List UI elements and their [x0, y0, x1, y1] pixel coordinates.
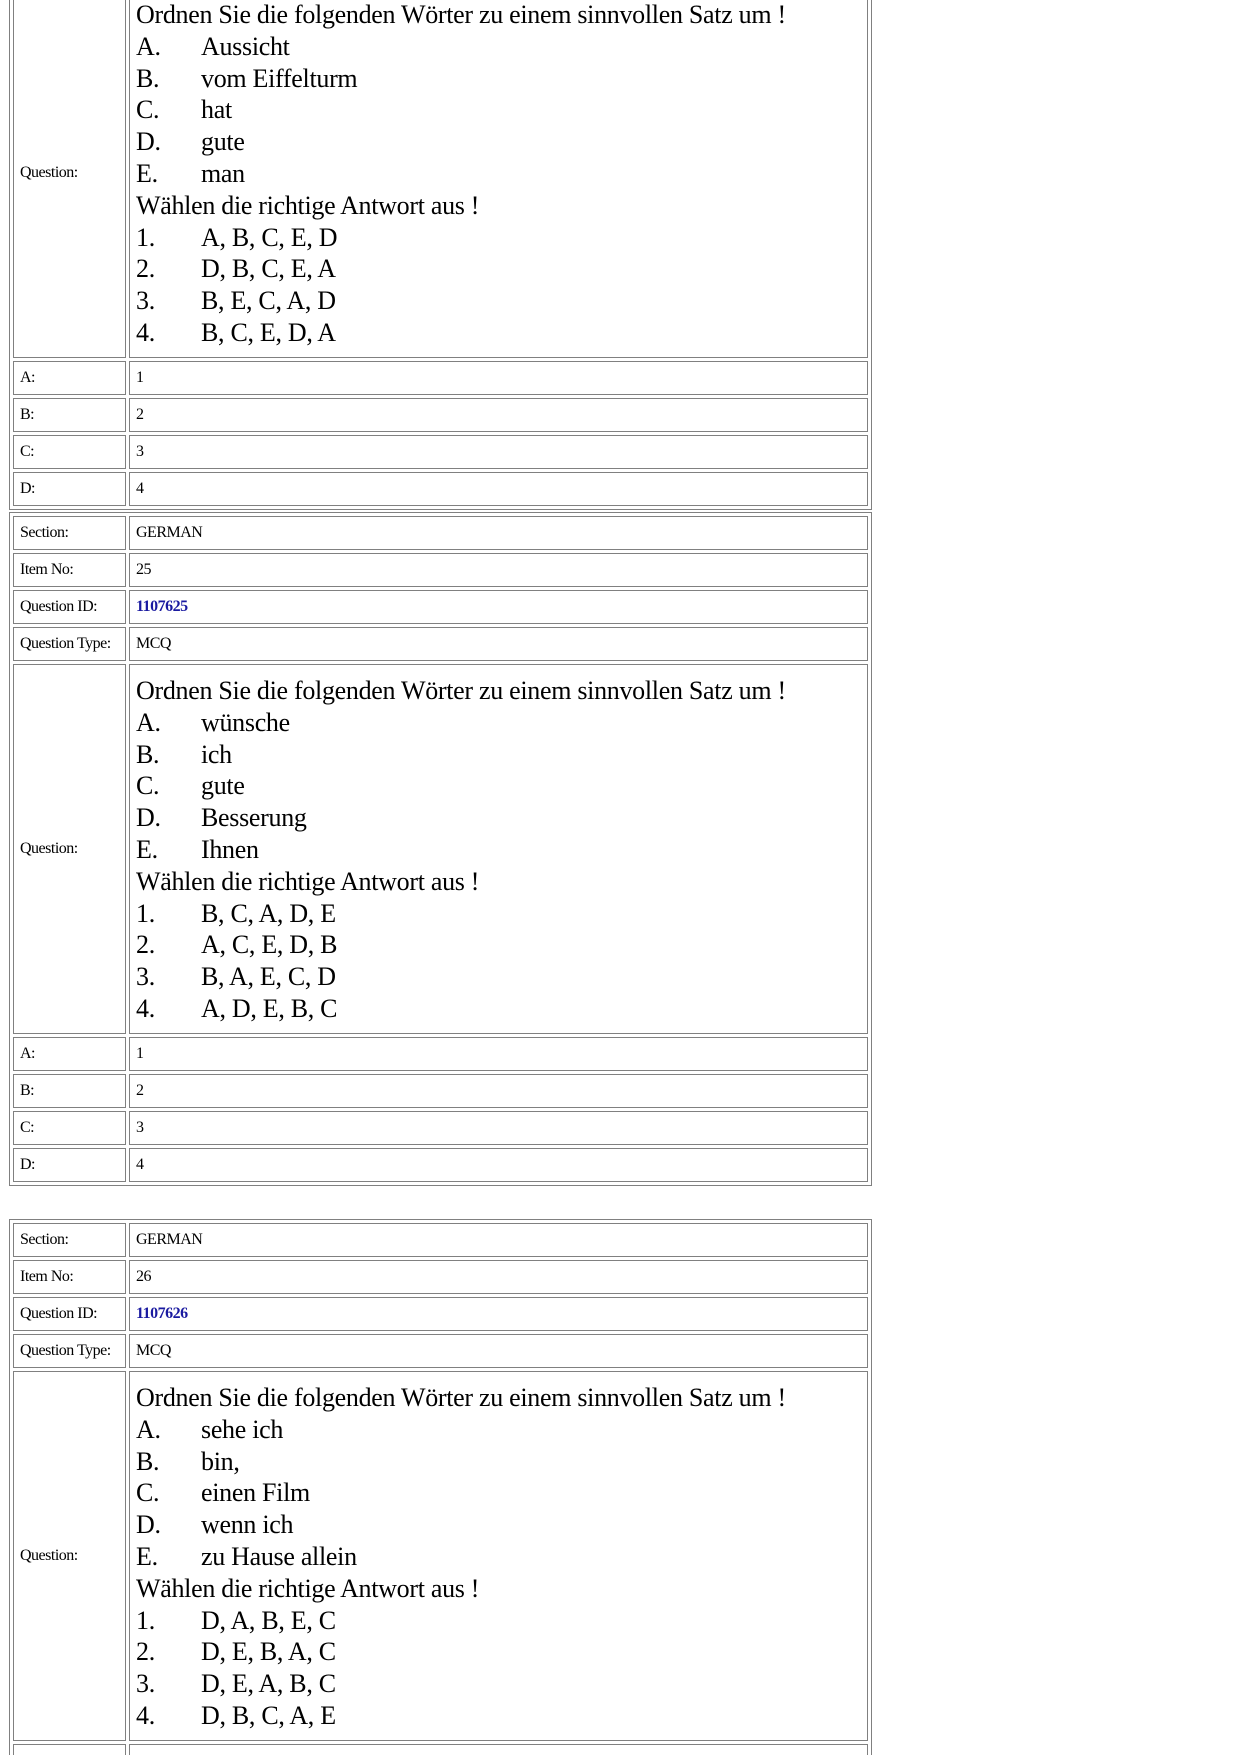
item-no-label: Item No: [13, 1260, 126, 1294]
answer-instruction: Wählen die richtige Antwort aus ! [136, 190, 480, 220]
question-id-row [13, 590, 868, 624]
question-id-label: Question ID: [13, 1297, 126, 1331]
word-option-b: B. bin, [136, 1446, 240, 1476]
question-instruction: Ordnen Sie die folgenden Wörter zu einem sinnvollen Satz um ! [136, 1383, 786, 1412]
answer-choice-3: 3. B, E, C, A, D [136, 286, 336, 316]
option-row-a [13, 1744, 868, 1755]
option-row-b [13, 1074, 868, 1108]
word-option-e: E. zu Hause allein [136, 1541, 357, 1571]
section-value: GERMAN [129, 1223, 868, 1257]
word-option-a: A. wünsche [136, 707, 290, 737]
answer-choice-3: 3. B, A, E, C, D [136, 962, 336, 992]
question-type-value: MCQ [129, 1334, 868, 1368]
option-label: D: [13, 1148, 126, 1182]
option-value: 1 [129, 361, 868, 395]
word-option-e: E. man [136, 158, 245, 188]
answer-choice-4: 4. A, D, E, B, C [136, 993, 338, 1023]
option-row-d [13, 1148, 868, 1182]
answer-choice-4: 4. B, C, E, D, A [136, 317, 336, 347]
word-option-a: A. Aussicht [136, 31, 290, 61]
answer-choice-3: 3. D, E, A, B, C [136, 1669, 336, 1699]
item-no-row [13, 553, 868, 587]
item-no-row [13, 1260, 868, 1294]
question-type-value: MCQ [129, 627, 868, 661]
answer-choice-2: 2. D, E, B, A, C [136, 1637, 336, 1667]
answer-choice-2: 2. A, C, E, D, B [136, 930, 338, 960]
question-label: Question: [13, 664, 126, 1034]
section-value: GERMAN [129, 516, 868, 550]
word-option-d: D. gute [136, 127, 245, 157]
section-row [13, 1223, 868, 1257]
question-id-value: 1107626 [129, 1297, 868, 1331]
answer-choice-1: 1. A, B, C, E, D [136, 222, 338, 252]
word-option-c: C. gute [136, 771, 245, 801]
word-option-b: B. ich [136, 739, 232, 769]
item-no-label: Item No: [13, 553, 126, 587]
option-row-b [13, 398, 868, 432]
option-label: B: [13, 398, 126, 432]
question-instruction: Ordnen Sie die folgenden Wörter zu einem sinnvollen Satz um ! [136, 676, 786, 705]
question-type-label: Question Type: [13, 627, 126, 661]
answer-choice-1: 1. B, C, A, D, E [136, 898, 336, 928]
question-body [129, 1371, 868, 1741]
answer-choice-4: 4. D, B, C, A, E [136, 1700, 336, 1730]
word-option-c: C. einen Film [136, 1478, 310, 1508]
question-body [129, 0, 868, 358]
option-label: A: [13, 1037, 126, 1071]
question-type-label: Question Type: [13, 1334, 126, 1368]
question-block-26 [9, 1219, 872, 1755]
option-row-a [13, 1037, 868, 1071]
question-type-row [13, 627, 868, 661]
question-body [129, 664, 868, 1034]
section-label: Section: [13, 1223, 126, 1257]
option-row-c [13, 1111, 868, 1145]
option-value: 4 [129, 1148, 868, 1182]
option-label: A: [13, 361, 126, 395]
question-block-25 [9, 512, 872, 1186]
word-option-b: B. vom Eiffelturm [136, 63, 358, 93]
question-label: Question: [13, 0, 126, 358]
option-label: D: [13, 472, 126, 506]
option-label: B: [13, 1074, 126, 1108]
word-option-e: E. Ihnen [136, 834, 259, 864]
section-row [13, 516, 868, 550]
question-id-row [13, 1297, 868, 1331]
question-id-label: Question ID: [13, 590, 126, 624]
question-block-1 [9, 0, 872, 510]
question-id-value: 1107625 [129, 590, 868, 624]
option-row-c [13, 435, 868, 469]
option-row-d [13, 472, 868, 506]
word-option-d: D. Besserung [136, 803, 307, 833]
option-label: C: [13, 1111, 126, 1145]
option-value: 2 [129, 1074, 868, 1108]
question-type-row [13, 1334, 868, 1368]
item-no-value: 25 [129, 553, 868, 587]
question-instruction: Ordnen Sie die folgenden Wörter zu einem sinnvollen Satz um ! [136, 0, 786, 29]
answer-choice-1: 1. D, A, B, E, C [136, 1605, 336, 1635]
option-value: 4 [129, 472, 868, 506]
option-value: 3 [129, 1111, 868, 1145]
option-value: 3 [129, 435, 868, 469]
section-label: Section: [13, 516, 126, 550]
word-option-a: A. sehe ich [136, 1414, 284, 1444]
answer-instruction: Wählen die richtige Antwort aus ! [136, 1573, 480, 1603]
word-option-c: C. hat [136, 95, 232, 125]
option-value: 1 [129, 1037, 868, 1071]
answer-choice-2: 2. D, B, C, E, A [136, 254, 336, 284]
option-value: 2 [129, 398, 868, 432]
option-label: C: [13, 435, 126, 469]
option-row-a [13, 361, 868, 395]
question-label: Question: [13, 1371, 126, 1741]
item-no-value: 26 [129, 1260, 868, 1294]
word-option-d: D. wenn ich [136, 1510, 294, 1540]
answer-instruction: Wählen die richtige Antwort aus ! [136, 866, 480, 896]
